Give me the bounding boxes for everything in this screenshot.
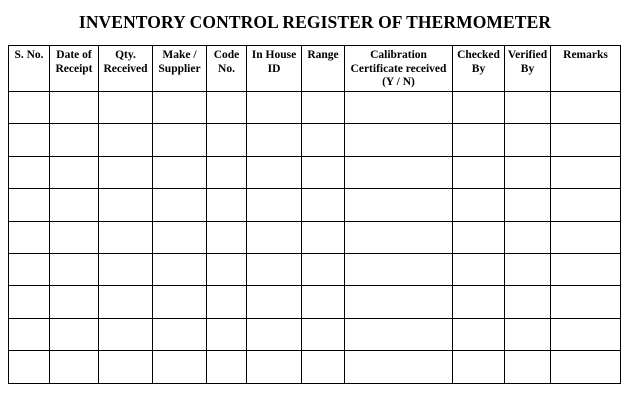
table-cell[interactable] xyxy=(99,124,153,156)
table-cell[interactable] xyxy=(50,92,99,124)
table-cell[interactable] xyxy=(247,318,302,350)
table-cell[interactable] xyxy=(207,318,247,350)
header-remarks: Remarks xyxy=(551,46,621,92)
table-cell[interactable] xyxy=(50,286,99,318)
table-cell[interactable] xyxy=(50,318,99,350)
table-cell[interactable] xyxy=(551,189,621,221)
table-cell[interactable] xyxy=(9,286,50,318)
table-cell[interactable] xyxy=(302,253,345,285)
table-cell[interactable] xyxy=(551,92,621,124)
table-cell[interactable] xyxy=(50,221,99,253)
header-make-supplier: Make / Supplier xyxy=(153,46,207,92)
table-cell[interactable] xyxy=(247,92,302,124)
table-cell[interactable] xyxy=(453,189,505,221)
header-calibration-certificate: Calibration Certificate received (Y / N) xyxy=(345,46,453,92)
table-cell[interactable] xyxy=(505,221,551,253)
table-cell[interactable] xyxy=(99,286,153,318)
table-cell[interactable] xyxy=(9,318,50,350)
table-cell[interactable] xyxy=(247,124,302,156)
table-cell[interactable] xyxy=(505,189,551,221)
header-in-house-id: In House ID xyxy=(247,46,302,92)
page-title: INVENTORY CONTROL REGISTER OF THERMOMETER xyxy=(78,12,552,32)
table-cell[interactable] xyxy=(453,124,505,156)
table-cell[interactable] xyxy=(153,351,207,383)
table-cell[interactable] xyxy=(302,156,345,188)
table-cell[interactable] xyxy=(505,92,551,124)
table-cell[interactable] xyxy=(551,124,621,156)
table-cell[interactable] xyxy=(551,351,621,383)
table-cell[interactable] xyxy=(207,351,247,383)
table-cell[interactable] xyxy=(99,318,153,350)
table-cell[interactable] xyxy=(9,351,50,383)
register-body xyxy=(9,92,621,384)
table-cell[interactable] xyxy=(551,221,621,253)
table-cell[interactable] xyxy=(207,92,247,124)
table-cell[interactable] xyxy=(302,286,345,318)
table-cell[interactable] xyxy=(247,221,302,253)
table-cell[interactable] xyxy=(302,221,345,253)
table-cell[interactable] xyxy=(453,156,505,188)
table-cell[interactable] xyxy=(50,156,99,188)
header-row xyxy=(9,46,621,92)
table-cell[interactable] xyxy=(50,189,99,221)
table-cell[interactable] xyxy=(99,221,153,253)
table-cell[interactable] xyxy=(247,286,302,318)
table-row xyxy=(9,156,621,188)
table-cell[interactable] xyxy=(9,156,50,188)
header-verified-by: Verified By xyxy=(505,46,551,92)
header-checked-by: Checked By xyxy=(453,46,505,92)
table-cell[interactable] xyxy=(207,124,247,156)
table-cell[interactable] xyxy=(153,318,207,350)
inventory-register-table xyxy=(8,45,621,384)
table-row xyxy=(9,286,621,318)
table-row xyxy=(9,318,621,350)
table-cell[interactable] xyxy=(505,253,551,285)
header-date-of-receipt: Date of Receipt xyxy=(50,46,99,92)
table-cell[interactable] xyxy=(453,92,505,124)
table-cell[interactable] xyxy=(453,253,505,285)
table-cell[interactable] xyxy=(207,286,247,318)
table-cell[interactable] xyxy=(9,253,50,285)
table-row xyxy=(9,221,621,253)
table-cell[interactable] xyxy=(153,124,207,156)
table-cell[interactable] xyxy=(247,156,302,188)
table-row xyxy=(9,124,621,156)
table-cell[interactable] xyxy=(207,156,247,188)
header-range: Range xyxy=(302,46,345,92)
table-cell[interactable] xyxy=(99,156,153,188)
table-cell[interactable] xyxy=(345,189,453,221)
table-cell[interactable] xyxy=(302,92,345,124)
table-row xyxy=(9,189,621,221)
table-cell[interactable] xyxy=(9,124,50,156)
header-qty-received: Qty. Received xyxy=(99,46,153,92)
table-cell[interactable] xyxy=(99,351,153,383)
table-cell[interactable] xyxy=(302,318,345,350)
table-cell[interactable] xyxy=(551,318,621,350)
table-cell[interactable] xyxy=(99,92,153,124)
table-cell[interactable] xyxy=(207,253,247,285)
table-cell[interactable] xyxy=(345,253,453,285)
table-cell[interactable] xyxy=(9,189,50,221)
table-cell[interactable] xyxy=(247,253,302,285)
table-cell[interactable] xyxy=(453,286,505,318)
table-cell[interactable] xyxy=(345,318,453,350)
table-cell[interactable] xyxy=(345,286,453,318)
table-cell[interactable] xyxy=(153,286,207,318)
header-code-no: Code No. xyxy=(207,46,247,92)
table-cell[interactable] xyxy=(505,286,551,318)
table-cell[interactable] xyxy=(207,221,247,253)
table-cell[interactable] xyxy=(551,253,621,285)
table-cell[interactable] xyxy=(153,253,207,285)
table-row xyxy=(9,253,621,285)
table-cell[interactable] xyxy=(153,92,207,124)
table-cell[interactable] xyxy=(302,124,345,156)
table-cell[interactable] xyxy=(153,156,207,188)
table-cell[interactable] xyxy=(153,221,207,253)
table-cell[interactable] xyxy=(9,92,50,124)
table-cell[interactable] xyxy=(50,124,99,156)
table-cell[interactable] xyxy=(551,156,621,188)
table-cell[interactable] xyxy=(345,221,453,253)
table-cell[interactable] xyxy=(50,351,99,383)
table-cell[interactable] xyxy=(345,124,453,156)
table-cell[interactable] xyxy=(453,221,505,253)
table-cell[interactable] xyxy=(50,253,99,285)
table-cell[interactable] xyxy=(453,318,505,350)
table-cell[interactable] xyxy=(551,286,621,318)
table-cell[interactable] xyxy=(302,189,345,221)
table-cell[interactable] xyxy=(247,189,302,221)
table-cell[interactable] xyxy=(345,351,453,383)
table-cell[interactable] xyxy=(207,189,247,221)
table-cell[interactable] xyxy=(9,221,50,253)
table-cell[interactable] xyxy=(505,156,551,188)
table-cell[interactable] xyxy=(247,351,302,383)
table-row xyxy=(9,92,621,124)
table-cell[interactable] xyxy=(345,92,453,124)
table-cell[interactable] xyxy=(302,351,345,383)
table-cell[interactable] xyxy=(345,156,453,188)
table-cell[interactable] xyxy=(505,351,551,383)
table-cell[interactable] xyxy=(99,253,153,285)
table-row xyxy=(9,351,621,383)
table-cell[interactable] xyxy=(99,189,153,221)
table-cell[interactable] xyxy=(153,189,207,221)
table-cell[interactable] xyxy=(505,124,551,156)
table-cell[interactable] xyxy=(453,351,505,383)
header-serial-no: S. No. xyxy=(9,46,50,92)
table-cell[interactable] xyxy=(505,318,551,350)
